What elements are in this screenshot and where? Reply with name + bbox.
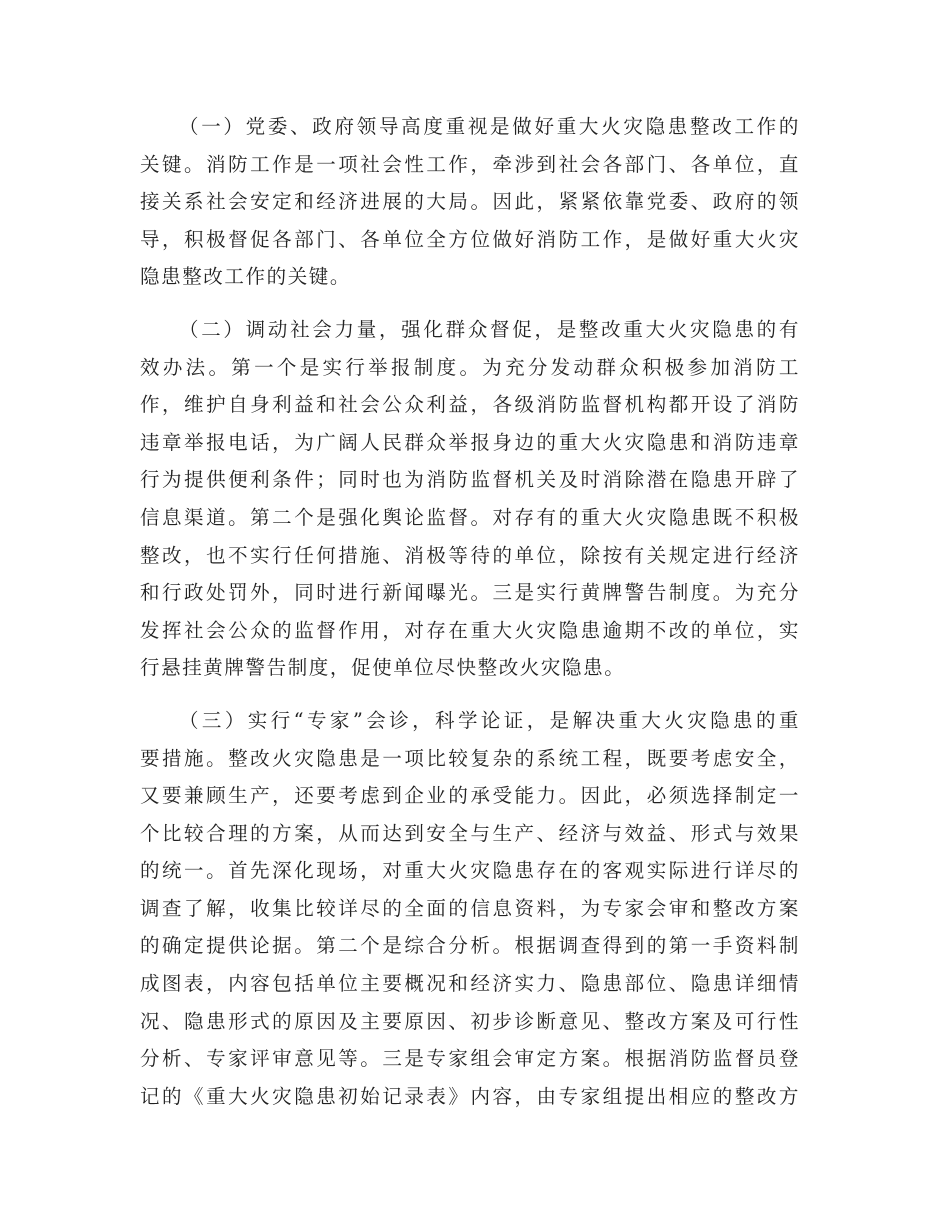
text-line: 导，积极督促各部门、各单位全方位做好消防工作，是做好重大火灾 [140, 227, 800, 251]
text-line: 信息渠道。第二个是强化舆论监督。对存有的重大火灾隐患既不积极 [140, 505, 800, 529]
text-line: 个比较合理的方案，从而达到安全与生产、经济与效益、形式与效果 [140, 821, 800, 845]
text-line: 的统一。首先深化现场，对重大火灾隐患存在的客观实际进行详尽的 [140, 859, 800, 883]
text-line: 和行政处罚外，同时进行新闻曝光。三是实行黄牌警告制度。为充分 [140, 581, 800, 605]
text-line: 的确定提供论据。第二个是综合分析。根据调查得到的第一手资料制 [140, 934, 800, 958]
text-line: （三）实行“专家”会诊，科学论证，是解决重大火灾隐患的重 [179, 708, 800, 732]
document-body [140, 108, 800, 1115]
text-line: 作，维护自身利益和社会公众利益，各级消防监督机构都开设了消防 [140, 393, 800, 417]
text-line: 记的《重大火灾隐患初始记录表》内容，由专家组提出相应的整改方 [140, 1084, 800, 1108]
text-line: （一）党委、政府领导高度重视是做好重大火灾隐患整改工作的 [179, 115, 800, 138]
text-line: 要措施。整改火灾隐患是一项比较复杂的系统工程，既要考虑安全， [140, 746, 800, 770]
text-line: 调查了解，收集比较详尽的全面的信息资料，为专家会审和整改方案 [140, 896, 800, 920]
text-line: 违章举报电话，为广阔人民群众举报身边的重大火灾隐患和消防违章 [140, 430, 800, 454]
text-line: （二）调动社会力量，强化群众督促，是整改重大火灾隐患的有 [179, 317, 800, 341]
text-line: 整改，也不实行任何措施、消极等待的单位，除按有关规定进行经济 [140, 543, 800, 567]
text-line: 效办法。第一个是实行举报制度。为充分发动群众积极参加消防工 [140, 355, 800, 379]
paragraph-2 [140, 311, 800, 687]
paragraph-1 [140, 108, 800, 296]
paragraph-3 [140, 702, 800, 1116]
text-line: 发挥社会公众的监督作用，对存在重大火灾隐患逾期不改的单位，实 [140, 618, 800, 642]
text-line: 分析、专家评审意见等。三是专家组会审定方案。根据消防监督员登 [140, 1047, 800, 1071]
text-line: 成图表，内容包括单位主要概况和经济实力、隐患部位、隐患详细情 [140, 972, 800, 996]
text-line: 隐患整改工作的关键。 [140, 265, 352, 289]
text-line: 况、隐患形式的原因及主要原因、初步诊断意见、整改方案及可行性 [140, 1009, 800, 1033]
text-line: 关键。消防工作是一项社会性工作，牵涉到社会各部门、各单位，直 [140, 152, 800, 176]
text-line: 又要兼顾生产，还要考虑到企业的承受能力。因此，必须选择制定一 [140, 784, 800, 808]
text-line: 接关系社会安定和经济进展的大局。因此，紧紧依靠党委、政府的领 [140, 190, 800, 214]
text-line: 行悬挂黄牌警告制度，促使单位尽快整改火灾隐患。 [140, 656, 626, 680]
text-line: 行为提供便利条件；同时也为消防监督机关及时消除潜在隐患开辟了 [140, 468, 800, 492]
